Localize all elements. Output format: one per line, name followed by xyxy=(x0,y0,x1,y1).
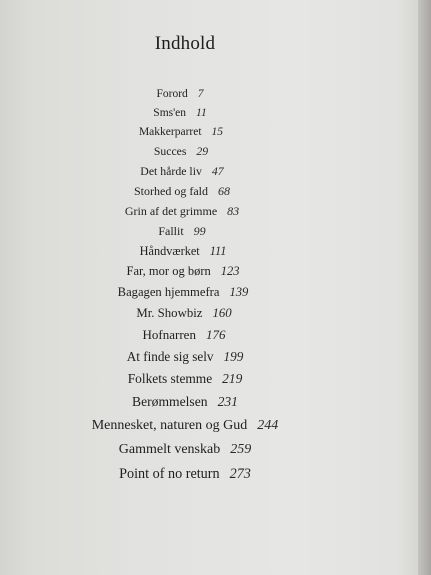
toc-entry-title: Makkerparret xyxy=(138,126,202,138)
toc-entry-page: 7 xyxy=(197,88,204,100)
toc-entry-page: 99 xyxy=(193,224,206,238)
toc-entry xyxy=(0,418,370,434)
toc-entry-title: Point of no return xyxy=(119,466,220,482)
toc-entry xyxy=(0,107,365,119)
toc-entry-page: 68 xyxy=(218,184,230,198)
toc-entry-page: 29 xyxy=(196,145,209,158)
toc-entry-page: 111 xyxy=(209,244,227,258)
toc-entry xyxy=(0,442,370,458)
toc-entry xyxy=(0,126,366,138)
toc-entry-title: Berømmelsen xyxy=(132,394,208,409)
toc-entry-title: Mr. Showbiz xyxy=(136,306,203,320)
toc-entry-title: Det hårde liv xyxy=(140,164,202,178)
toc-entry-title: Far, mor og børn xyxy=(126,264,211,278)
toc-entry-page: 244 xyxy=(257,418,279,433)
toc-entry-title: Håndværket xyxy=(139,244,200,258)
toc-entry-title: At finde sig selv xyxy=(126,349,214,364)
toc-entry-title: Gammelt venskab xyxy=(118,442,221,457)
toc-entry-title: Fallit xyxy=(158,224,184,238)
toc-entry-title: Folkets stemme xyxy=(127,371,213,386)
toc-entry-page: 259 xyxy=(230,442,252,457)
toc-entry-title: Grin af det grimme xyxy=(124,204,218,218)
toc-entry-title: Forord xyxy=(156,88,188,100)
toc-entry xyxy=(0,164,367,179)
toc-entry-title: Succes xyxy=(153,145,187,158)
toc-entry-page: 123 xyxy=(220,264,240,278)
toc-entry xyxy=(0,145,366,158)
toc-entry-title: Storhed og fald xyxy=(134,184,208,198)
toc-entry-title: Mennesket, naturen og Gud xyxy=(91,418,248,433)
toc-entry xyxy=(0,204,367,219)
toc-heading: Indhold xyxy=(154,33,216,54)
toc-entry-page: 83 xyxy=(227,204,240,218)
toc-entry-title: Hofnarren xyxy=(142,327,196,342)
toc-entry-page: 15 xyxy=(211,126,224,138)
toc-entry xyxy=(0,184,367,199)
toc-entry-page: 47 xyxy=(211,164,224,178)
toc-entry xyxy=(0,264,368,279)
toc-entry xyxy=(0,349,370,365)
toc-entry-page: 273 xyxy=(229,466,251,482)
toc-entry xyxy=(0,466,370,483)
page-edge xyxy=(418,0,431,575)
toc-entry-page: 11 xyxy=(196,107,207,119)
toc-entry-title: Bagagen hjemmefra xyxy=(117,285,220,299)
toc-entry xyxy=(0,327,369,343)
toc-entry-page: 176 xyxy=(205,327,226,342)
toc-entry xyxy=(0,285,368,300)
toc-entry xyxy=(0,244,368,259)
toc-entry-page: 139 xyxy=(229,285,249,299)
toc-entry-page: 160 xyxy=(212,306,232,320)
toc-entry-page: 219 xyxy=(222,371,243,386)
toc-entry xyxy=(0,306,369,321)
toc-entry-page: 231 xyxy=(217,394,238,409)
toc-entry xyxy=(0,394,370,410)
toc-entry-page: 199 xyxy=(223,349,244,364)
toc-entry xyxy=(0,224,367,239)
toc-entry-title: Sms'en xyxy=(153,107,187,119)
toc-entry xyxy=(0,88,365,100)
toc-entry xyxy=(0,371,370,387)
